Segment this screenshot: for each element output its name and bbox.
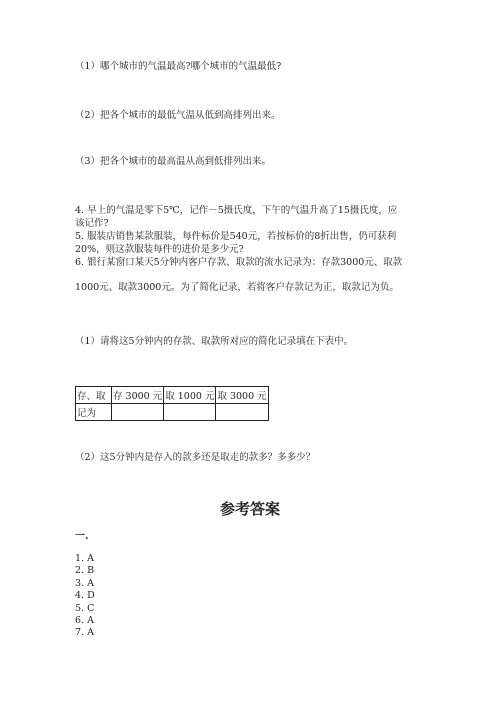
table-header-row (76, 387, 269, 404)
question-5-line-2: 20%，则这款服装每件的进价是多少元? (75, 244, 244, 255)
answer-key-title: 参考答案 (219, 500, 280, 518)
question-6-part-2: （2）这5分钟内是存入的款多还是取走的款多？多多少？ (75, 452, 316, 463)
table-cell-blank[interactable] (164, 404, 216, 421)
list-item: 5. C (75, 602, 95, 614)
question-3-part-1: （1）哪个城市的气温最高?哪个城市的气温最低? (75, 61, 282, 72)
table-cell-blank[interactable] (216, 404, 268, 421)
answer-list (75, 553, 95, 640)
question-3-part-2: （2）把各个城市的最低气温从低到高排列出来。 (75, 110, 281, 121)
list-item: 4. D (75, 590, 95, 602)
question-6-part-1: （1）请将这5分钟内的存款、取款所对应的简化记录填在下表中。 (75, 336, 354, 347)
table-cell: 存 3000 元 (112, 387, 164, 404)
list-item: 7. A (75, 627, 94, 639)
question-4-line-2: 该记作? (75, 218, 109, 229)
list-item: 2. B (75, 565, 95, 577)
answer-section-heading: 一. (75, 531, 89, 542)
table-row (76, 404, 269, 421)
list-item: 1. A (75, 553, 94, 564)
question-5-line-1: 5. 服装店销售某款服装，每件标价是540元，若按标价的8折出售，仍可获利 (75, 231, 397, 242)
question-6-line-1: 6. 银行某窗口某天5分钟内客户存款、取款的流水记录为：存款3000元、取款 (75, 257, 403, 268)
question-6-line-2: 1000元、取款3000元。为了简化记录，若将客户存款记为正，取款记为负。 (75, 282, 399, 293)
table-cell-blank[interactable] (112, 404, 164, 421)
list-item: 6. A (75, 615, 94, 627)
table-cell: 取 1000 元 (164, 387, 216, 404)
table-cell: 取 3000 元 (216, 387, 268, 404)
question-3-part-3: （3）把各个城市的最高温从高到低排列出来。 (75, 156, 272, 167)
question-4-line-1: 4. 早上的气温是零下5℃，记作－5摄氏度，下午的气温升高了15摄氏度，应 (75, 205, 398, 216)
list-item: 3. A (75, 577, 94, 589)
record-table (75, 386, 269, 421)
table-cell: 存、取 (76, 387, 112, 404)
table-cell: 记为 (76, 404, 112, 421)
